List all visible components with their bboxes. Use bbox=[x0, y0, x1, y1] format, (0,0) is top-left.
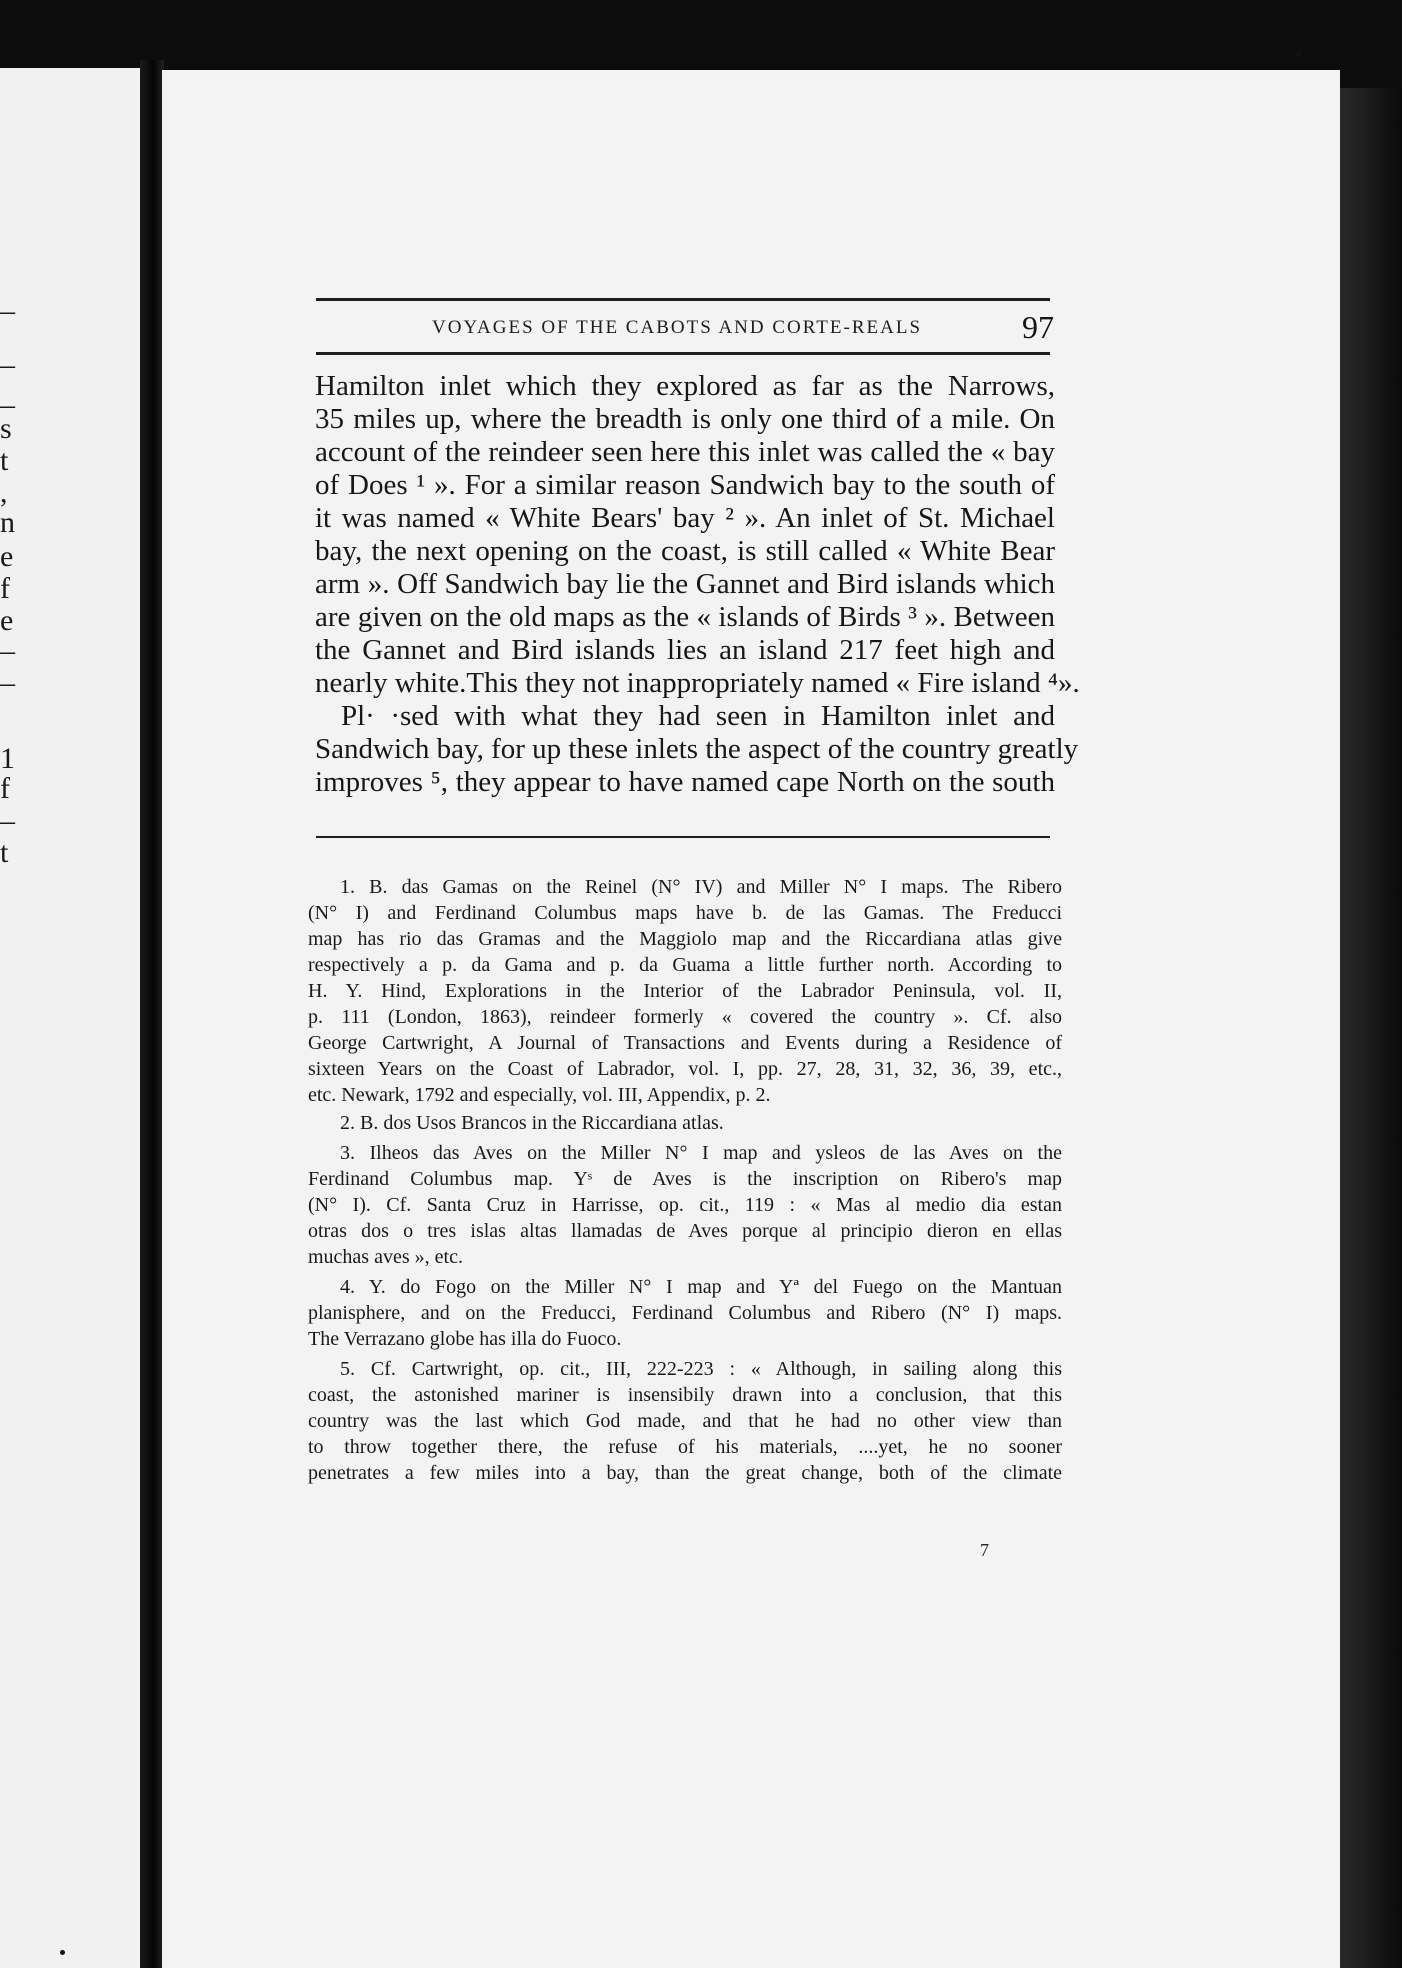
footnote-line: muchas aves », etc. bbox=[308, 1246, 463, 1268]
left-page-fragment: n bbox=[0, 506, 15, 539]
signature-mark: 7 bbox=[980, 1540, 989, 1560]
footnote-line: planisphere, and on the Freducci, Ferdinand Columbus and Ribero (N° I) maps. bbox=[308, 1302, 1062, 1324]
page-number: 97 bbox=[1022, 309, 1054, 345]
left-page-fragment: s bbox=[0, 412, 12, 445]
left-page-fragment: – bbox=[0, 666, 15, 699]
body-line: arm ». Off Sandwich bay lie the Gannet and Bird islands which bbox=[315, 568, 1055, 600]
left-page-fragment: – bbox=[0, 348, 15, 381]
left-page-fragment: e bbox=[0, 604, 14, 637]
footnote-line: 1. B. das Gamas on the Reinel (N° IV) and Miller N° I maps. The Ribero bbox=[340, 876, 1062, 898]
footnote-line: coast, the astonished mariner is insensibily drawn into a conclusion, that this bbox=[308, 1384, 1062, 1406]
running-head: VOYAGES OF THE CABOTS AND CORTE-REALS bbox=[432, 317, 923, 338]
body-line: it was named « White Bears' bay ² ». An inlet of St. Michael bbox=[315, 502, 1055, 534]
footnote-line: (N° I). Cf. Santa Cruz in Harrisse, op. cit., 119 : « Mas al medio dia estan bbox=[308, 1194, 1062, 1216]
left-page-fragment: – bbox=[0, 294, 15, 327]
footnote-line: otras dos o tres islas altas llamadas de Aves porque al principio dieron en ellas bbox=[308, 1220, 1062, 1242]
left-page-fragment: f bbox=[0, 772, 10, 805]
book-spine bbox=[140, 60, 164, 1968]
body-line: account of the reindeer seen here this inlet was called the « bay bbox=[315, 436, 1055, 468]
footnote-line: sixteen Years on the Coast of Labrador, vol. I, pp. 27, 28, 31, 32, 36, 39, etc., bbox=[308, 1058, 1062, 1080]
body-line: the Gannet and Bird islands lies an island 217 feet high and bbox=[315, 634, 1055, 666]
footnote-line: George Cartwright, A Journal of Transactions and Events during a Residence of bbox=[308, 1032, 1062, 1054]
footnote-line: 4. Y. do Fogo on the Miller N° I map and Yª del Fuego on the Mantuan bbox=[340, 1276, 1062, 1298]
header-rule-top bbox=[316, 298, 1050, 301]
body-line: nearly white.This they not inappropriately named « Fire island ⁴». bbox=[315, 667, 1080, 699]
left-page-fragment: f bbox=[0, 572, 10, 605]
left-page-fragment: 1 bbox=[0, 742, 15, 775]
body-line: Sandwich bay, for up these inlets the aspect of the country greatly bbox=[315, 733, 1079, 765]
footnote-line: 5. Cf. Cartwright, op. cit., III, 222-223 : « Although, in sailing along this bbox=[340, 1358, 1062, 1380]
body-line: Hamilton inlet which they explored as far as the Narrows, bbox=[315, 370, 1055, 402]
left-page-fragment: t bbox=[0, 444, 9, 477]
footnote-line: 3. Ilheos das Aves on the Miller N° I map and ysleos de las Aves on the bbox=[340, 1142, 1062, 1164]
scan-speck bbox=[1296, 52, 1302, 57]
left-page-fragment: , bbox=[0, 476, 8, 509]
body-line: 35 miles up, where the breadth is only one third of a mile. On bbox=[315, 403, 1055, 435]
footnote-line: The Verrazano globe has illa do Fuoco. bbox=[308, 1328, 622, 1350]
footnote-line: 2. B. dos Usos Brancos in the Riccardiana atlas. bbox=[340, 1112, 724, 1134]
body-line: are given on the old maps as the « islands of Birds ³ ». Between bbox=[315, 601, 1055, 633]
footnote-line: p. 111 (London, 1863), reindeer formerly « covered the country ». Cf. also bbox=[308, 1006, 1062, 1028]
footnote-rule bbox=[316, 836, 1050, 838]
footnote-line: country was the last which God made, and that he had no other view than bbox=[308, 1410, 1062, 1432]
footnote-line: H. Y. Hind, Explorations in the Interior of the Labrador Peninsula, vol. II, bbox=[308, 980, 1062, 1002]
scan-speck bbox=[60, 1950, 65, 1955]
header-rule-bottom bbox=[316, 352, 1050, 355]
left-page-edge bbox=[0, 68, 148, 1968]
left-page-fragment: e bbox=[0, 540, 14, 573]
left-page-fragment: – bbox=[0, 388, 15, 421]
footnote-line: respectively a p. da Gama and p. da Guama a little further north. According to bbox=[308, 954, 1062, 976]
footnote-line: etc. Newark, 1792 and especially, vol. III, Appendix, p. 2. bbox=[308, 1084, 771, 1106]
body-line: Pl· ·sed with what they had seen in Hamilton inlet and bbox=[341, 700, 1055, 732]
body-line: of Does ¹ ». For a similar reason Sandwich bay to the south of bbox=[315, 469, 1055, 501]
footnote-line: to throw together there, the refuse of his materials, ....yet, he no sooner bbox=[308, 1436, 1062, 1458]
body-line: improves ⁵, they appear to have named cape North on the south bbox=[315, 766, 1055, 798]
left-page-fragment: – bbox=[0, 804, 15, 837]
footnote-line: map has rio das Gramas and the Maggiolo map and the Riccardiana atlas give bbox=[308, 928, 1062, 950]
page-edge-shadow bbox=[1340, 88, 1402, 1968]
left-page-fragment: t bbox=[0, 836, 9, 869]
footnote-line: penetrates a few miles into a bay, than the great change, both of the climate bbox=[308, 1462, 1062, 1484]
footnote-line: (N° I) and Ferdinand Columbus maps have b. de las Gamas. The Freducci bbox=[308, 902, 1062, 924]
footnote-line: Ferdinand Columbus map. Yˢ de Aves is the inscription on Ribero's map bbox=[308, 1168, 1062, 1190]
body-line: bay, the next opening on the coast, is still called « White Bear bbox=[315, 535, 1055, 567]
left-page-fragment: – bbox=[0, 634, 15, 667]
